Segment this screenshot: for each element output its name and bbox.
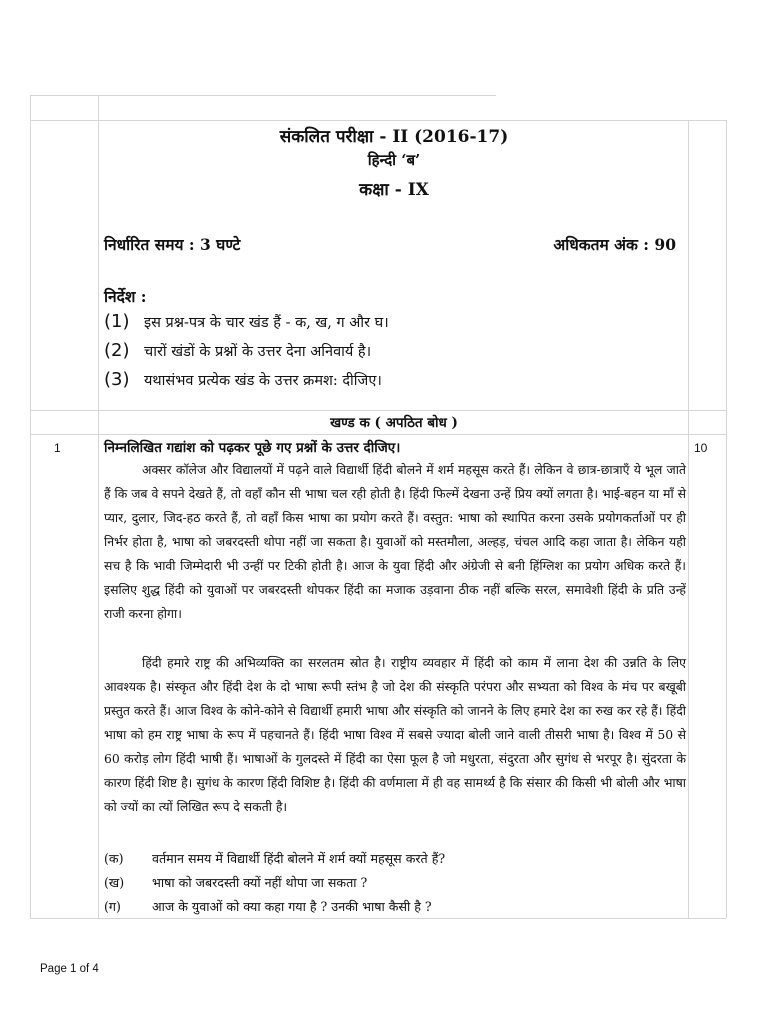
sub-question-text: वर्तमान समय में विद्यार्थी हिंदी बोलने में शर्म क्यों महसूस करते हैं?: [152, 851, 446, 866]
sub-question-label: (ख): [104, 875, 125, 890]
instruction-text: इस प्रश्न-पत्र के चार खंड हैं - क, ख, ग और घ।: [144, 315, 389, 331]
instruction-text: यथासंभव प्रत्येक खंड के उत्तर क्रमश: दीजिए।: [144, 373, 382, 389]
passage-paragraph: हिंदी हमारे राष्ट्र की अभिव्यक्ति का सरलतम स्रोत है। राष्ट्रीय व्यवहार में हिंदी को काम में लाना देश की उन्नति के लिए आवश्यक है। संस्कृत और हिंदी देश के दो भाषा रूपी स्तंभ है जो देश की संस्कृति परंपरा और सभ्यता को विश्व के मंच पर बखूबी प्रस्तुत करते हैं। आज विश्व के कोने-कोने से विद्यार्थी हमारी भाषा और संस्कृति को जानने के लिए हमारे देश का रुख कर रहे हैं। हिंदी भाषा को हम राष्ट्र भाषा के रूप में पहचानते हैं। हिंदी भाषा विश्व में सबसे ज्यादा बोली जाने वाली तीसरी भाषा है। विश्व में 50 से 60 करोड़ लोग हिंदी भाषी हैं। भाषाओं के गुलदस्ते में हिंदी का ऐसा फूल है जो मधुरता, संदुरता और सुगंध से भरपूर है। सुंदरता के कारण हिंदी शिष्ट है। सुगंध के कारण हिंदी विशिष्ट है। हिंदी की वर्णमाला में ही वह सामर्थ्य है कि संसार की किसी भी बोली और भाषा को ज्यों का त्यों लिखित रूप दे सकती है।: [104, 655, 686, 814]
sub-question-text: भाषा को जबरदस्ती क्यों नहीं थोपा जा सकता ?: [152, 875, 368, 890]
instruction-item: [104, 340, 371, 361]
sub-question: [104, 898, 432, 915]
passage-paragraph: अक्सर कॉलेज और विद्यालयों में पढ़ने वाले विद्यार्थी हिंदी बोलने में शर्म महसूस करते हैं। लेकिन वे छात्र-छात्राएँ ये भूल जाते हैं कि जब वे सपने देखते हैं, तो वहाँ कौन सी भाषा चल रही होती है। हिंदी फिल्में देखना उन्हें प्रिय क्यों लगता है। भाई-बहन या माँ से प्यार, दुलार, जिद-हठ करते हैं, तो वहाँ किस भाषा का प्रयोग करते हैं। वस्तुत: भाषा को स्थापित करना उसके प्रयोगकर्ताओं पर ही निर्भर होता है, भाषा को जबरदस्ती थोपा नहीं जा सकता है। युवाओं को मस्तमौला, अल्हड़, चंचल आदि कहा जाता है। लेकिन यही सच है कि भावी जिम्मेदारी भी उन्हीं पर टिकी होती है। आज के युवा हिंदी और अंग्रेजी से बनी हिंग्लिश का प्रयोग अधिक करते हैं। इसलिए शुद्ध हिंदी को युवाओं पर जबरदस्ती थोपकर हिंदी का मजाक उड़वाना ठीक नहीं बल्कि सरल, समावेशी हिंदी के प्रति उन्हें राजी करना होगा।: [104, 462, 686, 621]
table-line: [30, 120, 726, 121]
time-allowed: निर्धारित समय : 3 घण्टे: [104, 235, 241, 254]
sub-question-text: आज के युवाओं को क्या कहा गया है ? उनकी भाषा कैसी है ?: [152, 899, 432, 914]
max-marks: अधिकतम अंक : 90: [553, 235, 676, 254]
sub-question-label: (ग): [104, 899, 121, 914]
instruction-number: (2): [104, 340, 130, 361]
instruction-text: चारों खंडों के प्रश्नों के उत्तर देना अनिवार्य है।: [144, 344, 372, 360]
sub-question: [104, 850, 445, 867]
exam-title: संकलित परीक्षा - II (2016-17): [279, 127, 509, 147]
instruction-number: (3): [104, 369, 130, 390]
instruction-item: [104, 311, 389, 332]
question-marks: 10: [694, 441, 708, 455]
table-line: [726, 120, 727, 918]
table-line: [30, 95, 496, 96]
table-line: [98, 95, 99, 918]
question-number: 1: [54, 441, 61, 455]
table-line: [30, 918, 726, 919]
subject-title: हिन्दी ‘ब’: [367, 151, 421, 169]
instruction-item: [104, 369, 382, 390]
table-line: [30, 95, 31, 918]
instructions-heading: निर्देश :: [104, 287, 147, 306]
question-title: निम्नलिखित गद्यांश को पढ़कर पूछे गए प्रश्नों के उत्तर दीजिए।: [104, 440, 401, 456]
section-heading: खण्ड क ( अपठित बोध ): [330, 415, 458, 431]
instruction-number: (1): [104, 311, 130, 332]
table-line: [30, 434, 726, 435]
table-line: [30, 410, 726, 411]
class-title: कक्षा - IX: [359, 180, 429, 200]
sub-question: [104, 874, 367, 891]
sub-question-label: (क): [104, 851, 124, 866]
page-number: Page 1 of 4: [40, 963, 99, 975]
table-line: [688, 120, 689, 918]
